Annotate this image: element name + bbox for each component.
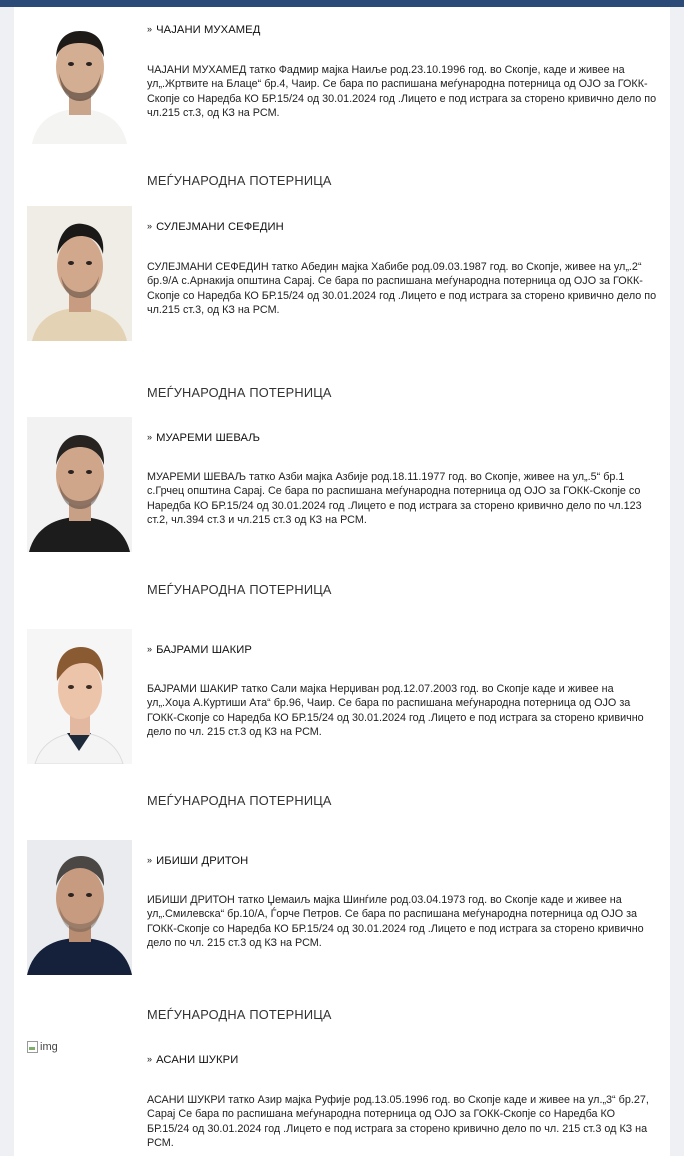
chevron-right-icon: » — [147, 855, 153, 865]
person-photo[interactable] — [27, 9, 132, 144]
portrait-image — [27, 206, 132, 341]
broken-image-placeholder[interactable] — [27, 1041, 58, 1053]
portrait-image — [27, 9, 132, 144]
person-photo[interactable] — [27, 840, 132, 975]
section-heading: МЕЃУНАРОДНА ПОТЕРНИЦА — [147, 1007, 332, 1022]
person-photo[interactable] — [27, 206, 132, 341]
person-name[interactable] — [147, 221, 284, 233]
chevron-right-icon: » — [147, 24, 153, 34]
section-heading: МЕЃУНАРОДНА ПОТЕРНИЦА — [147, 582, 332, 597]
person-name-text: ИБИШИ ДРИТОН — [156, 855, 249, 867]
section-heading: МЕЃУНАРОДНА ПОТЕРНИЦА — [147, 385, 332, 400]
person-name-text: АСАНИ ШУКРИ — [156, 1054, 239, 1066]
right-margin — [670, 7, 684, 1156]
portrait-image — [27, 629, 132, 764]
person-name-text: БАЈРАМИ ШАКИР — [156, 644, 252, 656]
left-margin — [0, 7, 14, 1156]
person-description: ИБИШИ ДРИТОН татко Џемаиљ мајка Шинѓиле род.03.04.1973 год. во Скопје каде и живее на ул„.Смилевска“ бр.10/А, Ѓорче Петров. Се бара по распишана меѓународна потерница од ОЈО за ГОКК-Скопје со Наредба КО БР.15/24 од 30.01.2024 год .Лицето е под истрага за сторено кривично дело по чл. 215 ст.3 од КЗ на РСМ. — [147, 894, 644, 950]
person-name-text: МУАРЕМИ ШЕВАЉ — [156, 432, 261, 444]
section-heading: МЕЃУНАРОДНА ПОТЕРНИЦА — [147, 173, 332, 188]
chevron-right-icon: » — [147, 221, 153, 231]
person-description: АСАНИ ШУКРИ татко Азир мајка Руфије род.13.05.1996 год. во Скопје каде и живее на ул.„3“ бр.27, Сарај Се бара по распишана меѓународна потерница од ОЈО за ГОКК-Скопје со Наредба КО БР.15/24 од 30.01.2024 год .Лицето е под истрага за сторено кривично дело по чл. 215 ст.3 од КЗ на РСМ. — [147, 1094, 649, 1150]
person-name[interactable] — [147, 644, 252, 656]
person-description: ЧАЈАНИ МУХАМЕД татко Фадмир мајка Наиље род.23.10.1996 год. во Скопје, каде и живее на ул„.Жртвите на Блаце“ бр.4, Чаир. Се бара по распишана меѓународна потерница од ОЈО за ГОКК-Скопје со Наредба КО БР.15/24 од 30.01.2024 год .Лицето е под истрага за сторено кривично дело по чл.215 ст.3, од КЗ на РСМ. — [147, 64, 657, 120]
chevron-right-icon: » — [147, 1054, 153, 1064]
image-alt-text: img — [40, 1041, 58, 1053]
person-photo[interactable] — [27, 417, 132, 552]
person-description: БАЈРАМИ ШАКИР татко Сали мајка Нерџиван род.12.07.2003 год. во Скопје каде и живее на ул„.Хоџа А.Куртиши Ата“ бр.96, Чаир. Се бара по распишана меѓународна потерница од ОЈО за ГОКК-Скопје со Наредба КО БР.15/24 од 30.01.2024 год .Лицето е под истрага за сторено кривично дело по чл. 215 ст.3 од КЗ на РСМ. — [147, 683, 644, 739]
broken-image-icon — [27, 1041, 38, 1053]
person-name[interactable] — [147, 855, 248, 867]
person-name-text: ЧАЈАНИ МУХАМЕД — [156, 24, 261, 36]
person-description: СУЛЕЈМАНИ СЕФЕДИН татко Абедин мајка Хабибе род.09.03.1987 год. во Скопје, живее на ул„.2“ бр.9/А с.Арнакија општина Сарај. Се бара по распишана меѓународна потерница од ОЈО за ГОКК-Скопје со Наредба КО БР.15/24 од 30.01.2024 год .Лицето е под истрага за сторено кривично дело по чл.215 ст.3, од КЗ на РСМ. — [147, 261, 657, 317]
top-header-bar — [0, 0, 684, 7]
chevron-right-icon: » — [147, 432, 153, 442]
person-name[interactable] — [147, 432, 260, 444]
section-heading: МЕЃУНАРОДНА ПОТЕРНИЦА — [147, 793, 332, 808]
person-photo[interactable] — [27, 629, 132, 764]
person-description: МУАРЕМИ ШЕВАЉ татко Азби мајка Азбије род.18.11.1977 год. во Скопје, живее на ул„.5“ бр.1 с.Грчец општина Сарај. Се бара по распишана меѓународна потерница од ОЈО за ГОКК-Скопје со Наредба КО БР.15/24 од 30.01.2024 год .Лицето е под истрага за сторено кривично дело по чл.123 ст.2, чл.394 ст.3 и чл.215 ст.3 од КЗ на РСМ. — [147, 471, 642, 527]
portrait-image — [27, 417, 132, 552]
portrait-image — [27, 840, 132, 975]
person-name[interactable] — [147, 24, 260, 36]
person-name-text: СУЛЕЈМАНИ СЕФЕДИН — [156, 221, 284, 233]
chevron-right-icon: » — [147, 644, 153, 654]
person-name[interactable] — [147, 1054, 238, 1066]
